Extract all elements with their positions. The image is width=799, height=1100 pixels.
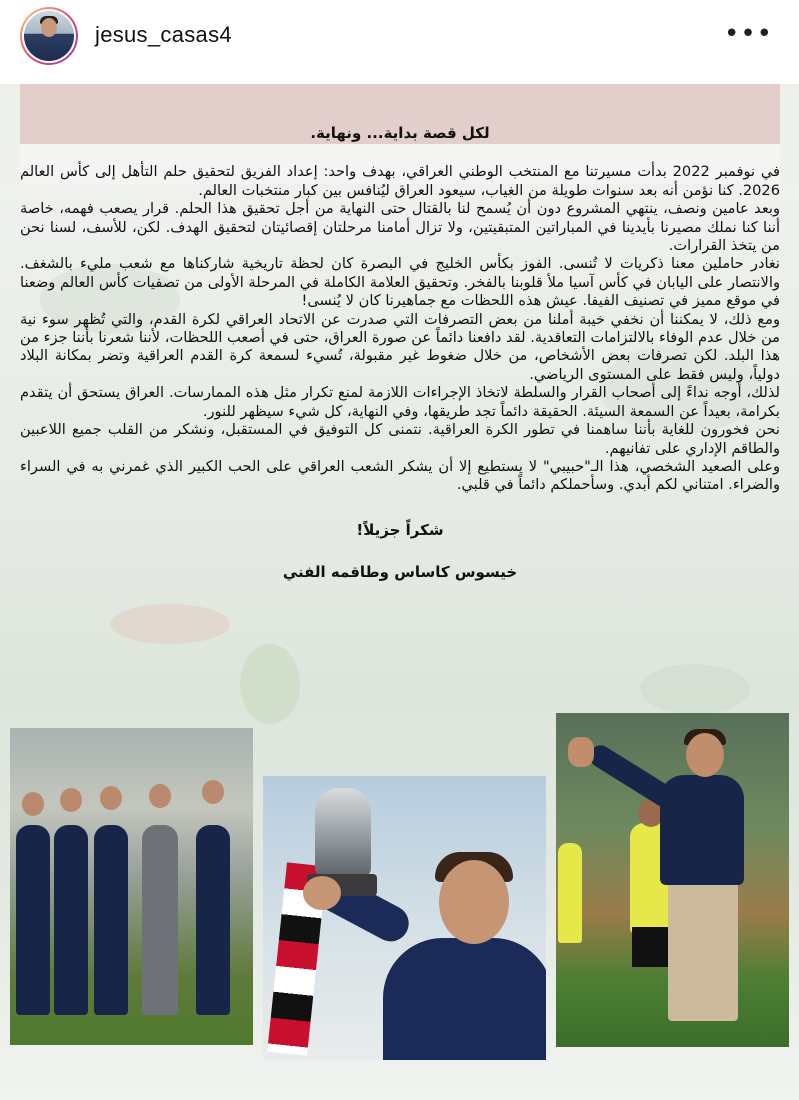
- statement-paragraph: ومع ذلك، لا يمكننا أن نخفي خيبة أملنا من بعض التصرفات التي صدرت عن الاتحاد العراقي لكرة القدم، والتي تُظهر سوء نية من خلال عدم الوفاء بالالتزامات التعاقدية. لقد دافعنا دائماً عن صورة العراق، حتى في أصعب اللحظات، لأننا شعرنا بأننا جزء من هذا البلد. لكن تصرفات بعض الأشخاص، من خلال ضغوط غير مقبولة، تُسيء لسمعة كرة القدم العراقية وتضر بمكانة البلاد دولياً، وليس فقط على المستوى الرياضي.: [20, 310, 780, 383]
- background-blur: [640, 664, 750, 714]
- player-head: [202, 780, 224, 804]
- statement-paragraph: وبعد عامين ونصف، ينتهي المشروع دون أن يُسمح لنا بالقتال حتى النهاية من أجل تحقيق هذا الحلم. قرار يصعب فهمه، خاصة أننا كنا نملك مصيرنا بأيدينا في المباراتين المتبقيتين، ولا تزال أمامنا مرحلتان إقصائيتان لتحقيق الهدف. لكن، للأسف، لسنا نحن من يتخذ القرارات.: [20, 200, 780, 255]
- coach-trousers: [668, 881, 738, 1021]
- team-lineup-photo: [10, 728, 253, 1045]
- coach-head: [439, 860, 509, 944]
- player-head: [100, 786, 122, 810]
- staff-figure: [142, 825, 178, 1015]
- player-head: [60, 788, 82, 812]
- avatar-ring: [22, 9, 76, 63]
- coach-raised-arm: [585, 741, 678, 811]
- player-figure: [16, 825, 50, 1015]
- linesman-figure: [558, 843, 582, 943]
- player-figure: [94, 825, 128, 1015]
- post-header: [0, 0, 799, 84]
- statement-paragraph: وعلى الصعيد الشخصي، هذا الـ"حبيبي" لا يستطيع إلا أن يشكر الشعب العراقي على الحب الكبير الذي غمرني به في السراء والضراء. امتناني لكم أبدي. وسأحملكم دائماً في قلبي.: [20, 457, 780, 494]
- profile-photo-icon: [24, 11, 74, 61]
- coach-sideline-photo: [556, 713, 789, 1047]
- background-blur: [240, 644, 300, 724]
- coach-hand: [568, 737, 594, 767]
- username-link[interactable]: jesus_casas4: [95, 22, 232, 47]
- background-blur: [110, 604, 230, 644]
- statement-paragraph: نحن فخورون للغاية بأننا ساهمنا في تطور الكرة العراقية. نتمنى كل التوفيق في المستقبل، ونشكر من القلب جميع اللاعبين والطاقم الإداري على تفانيهم.: [20, 421, 780, 457]
- avatar[interactable]: [20, 7, 78, 65]
- trophy-icon: [315, 788, 371, 878]
- statement-text: [20, 124, 780, 582]
- player-figure: [54, 825, 88, 1015]
- staff-head: [149, 784, 171, 808]
- more-options-icon[interactable]: •••: [723, 19, 773, 49]
- trophy-celebration-photo: [263, 776, 546, 1060]
- statement-paragraph: نغادر حاملين معنا ذكريات لا تُنسى. الفوز بكأس الخليج في البصرة كان لحظة تاريخية شاركناها مع شعب مليء بالشغف. والانتصار على اليابان في كأس آسيا ملأ قلوبنا بالفخر. وتحقيق العلامة الكاملة في المرحلة الأولى من تصفيات كأس العالم وضعنا في موقع مميز في تصنيف الفيفا. عيش هذه اللحظات مع جماهيرنا كان لا يُنسى!: [20, 255, 780, 310]
- statement-title: لكل قصة بداية... ونهاية.: [310, 124, 490, 142]
- statement-paragraph: في نوفمبر 2022 بدأت مسيرتنا مع المنتخب الوطني العراقي، بهدف واحد: إعداد الفريق لتحقيق حلم التأهل إلى كأس العالم 2026. كنا نؤمن أنه بعد سنوات طويلة من الغياب، سيعود العراق ليُنافس بين كبار منتخبات العالم.: [20, 163, 780, 199]
- avatar-head: [41, 18, 57, 37]
- coach-body: [383, 938, 546, 1060]
- coach-head: [686, 733, 724, 777]
- player-figure: [196, 825, 230, 1015]
- coach-hand: [303, 876, 341, 910]
- player-head: [22, 792, 44, 816]
- statement-paragraph: لذلك، أوجه نداءً إلى أصحاب القرار والسلطة لاتخاذ الإجراءات اللازمة لمنع تكرار مثل هذه الممارسات. العراق يستحق أن يتقدم بكرامة، بعيداً عن السمعة السيئة. الحقيقة دائماً تجد طريقها، وفي النهاية، كل شيء سيظهر للنور.: [20, 384, 780, 420]
- signature-line: خيسوس كاساس وطاقمه الفني: [282, 563, 518, 582]
- thanks-line: شكراً جزيلاً!: [356, 520, 444, 539]
- referee-shorts: [632, 927, 672, 967]
- post-image[interactable]: [0, 84, 799, 1100]
